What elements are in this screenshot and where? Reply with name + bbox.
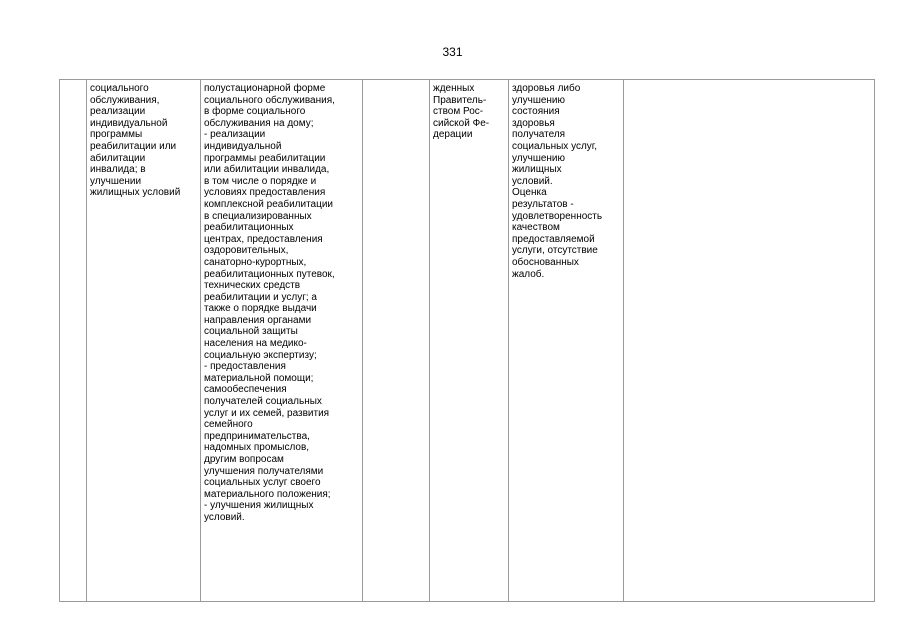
table-cell-rates (430, 80, 509, 602)
table-cell-conditions (624, 80, 875, 602)
cell-text: социального обслуживания, реализации индивидуальной программы реабилитации или абилитации инвалида; в улучшении жилищных условий (90, 83, 181, 199)
table-cell-index (60, 80, 87, 602)
table-cell-quality-indicators (509, 80, 624, 602)
cell-text: жденных Правитель- ством Рос- сийской Фе- дерации (433, 83, 490, 141)
table-cell-service-name (87, 80, 201, 602)
table-cell-service-description (201, 80, 363, 602)
table-row (60, 80, 875, 602)
page-number: 331 (442, 45, 463, 59)
cell-text: здоровья либо улучшению состояния здоровья получателя социальных услуг, улучшению жилищных условий. Оценка результатов - удовлетворенность качеством предоставляемой услуги, отсутствие обоснованных жалоб. (512, 83, 603, 280)
data-table (59, 79, 875, 602)
cell-text: полустационарной форме социального обслуживания, в форме социального обслуживания на дому; - реализации индивидуальной программы реабилитации или абилитации инвалида, в том числе о порядке и условиях предоставления комплексной реабилитации в специализированных реабилитационных центрах, предоставления оздоровительных, санаторно-курортных, реабилитационных путевок, технических средств реабилитации и услуг; а также о порядке выдачи направления органами социальной защиты населения на медико- социальную экспертизу; - предоставления материальной помощи; самообеспечения получателей социальных услуг и их семей, развития семейного предпринимательства, надомных промыслов, другим вопросам улучшения получателями социальных услуг своего материального положения; - улучшения жилищных условий. (204, 83, 335, 523)
table-cell-deadline (363, 80, 430, 602)
